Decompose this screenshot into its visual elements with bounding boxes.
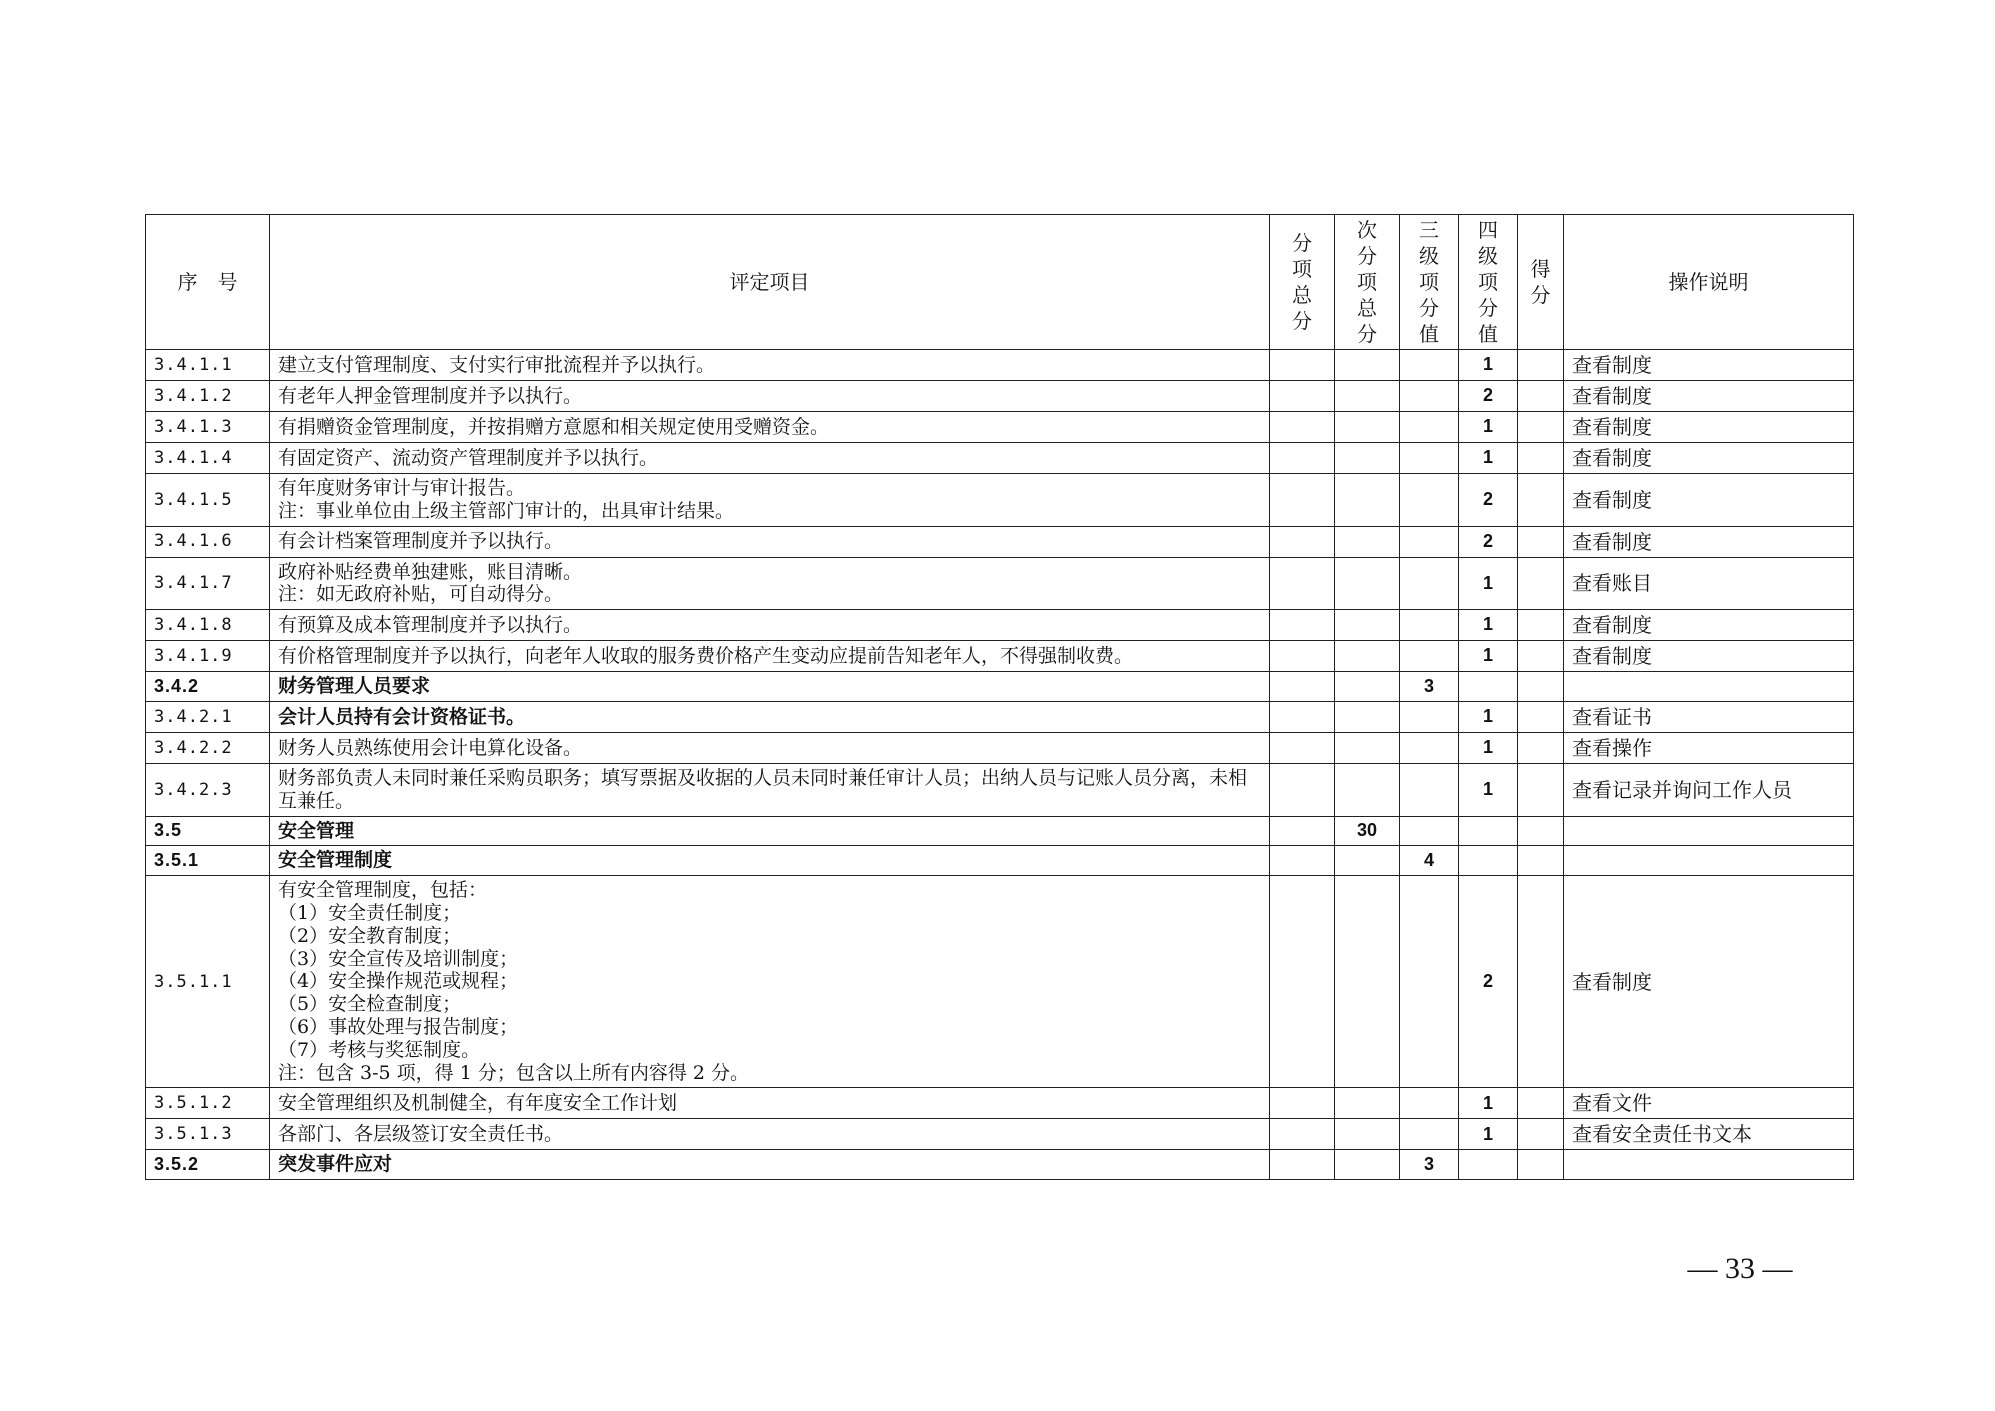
row-item: 安全管理组织及机制健全，有年度安全工作计划 (270, 1088, 1270, 1119)
row-sub-sub-total (1335, 1088, 1400, 1119)
table-row (146, 412, 1854, 443)
row-item: 安全管理 (270, 816, 1270, 846)
row-seq: 3.4.1.7 (146, 557, 270, 610)
row-score (1518, 474, 1564, 527)
row-sub-total (1270, 443, 1335, 474)
table-row (146, 1150, 1854, 1180)
row-item: 有年度财务审计与审计报告。 注：事业单位由上级主管部门审计的，出具审计结果。 (270, 474, 1270, 527)
row-level3 (1400, 1088, 1459, 1119)
row-desc: 查看制度 (1564, 350, 1854, 381)
table-row (146, 1088, 1854, 1119)
row-desc: 查看制度 (1564, 381, 1854, 412)
row-sub-sub-total (1335, 474, 1400, 527)
row-level3: 3 (1400, 672, 1459, 702)
page-number: — 33 — (1687, 1252, 1793, 1285)
row-seq: 3.4.2.2 (146, 732, 270, 763)
row-sub-total (1270, 816, 1335, 846)
row-sub-total (1270, 474, 1335, 527)
row-sub-total (1270, 1088, 1335, 1119)
row-level4: 1 (1459, 443, 1518, 474)
row-score (1518, 641, 1564, 672)
row-sub-sub-total (1335, 610, 1400, 641)
row-level3 (1400, 526, 1459, 557)
row-desc (1564, 672, 1854, 702)
row-desc: 查看证书 (1564, 701, 1854, 732)
row-item: 有会计档案管理制度并予以执行。 (270, 526, 1270, 557)
row-item: 政府补贴经费单独建账，账目清晰。 注：如无政府补贴，可自动得分。 (270, 557, 1270, 610)
row-item: 有预算及成本管理制度并予以执行。 (270, 610, 1270, 641)
row-score (1518, 381, 1564, 412)
row-sub-total (1270, 350, 1335, 381)
row-sub-total (1270, 672, 1335, 702)
row-level4 (1459, 816, 1518, 846)
row-score (1518, 350, 1564, 381)
row-level3 (1400, 443, 1459, 474)
row-desc: 查看记录并询问工作人员 (1564, 763, 1854, 816)
row-score (1518, 1119, 1564, 1150)
row-level3 (1400, 732, 1459, 763)
table-row (146, 526, 1854, 557)
row-level4: 2 (1459, 381, 1518, 412)
table-row (146, 846, 1854, 876)
row-level3: 3 (1400, 1150, 1459, 1180)
row-score (1518, 412, 1564, 443)
row-sub-total (1270, 610, 1335, 641)
row-seq: 3.5 (146, 816, 270, 846)
row-level3 (1400, 641, 1459, 672)
row-score (1518, 876, 1564, 1088)
row-sub-sub-total (1335, 701, 1400, 732)
row-score (1518, 732, 1564, 763)
row-item: 有安全管理制度，包括： （1）安全责任制度； （2）安全教育制度； （3）安全宣传及培训制度； （4）安全操作规范或规程； （5）安全检查制度； （6）事故处理与报告制度； （7）考核与奖惩制度。 注：包含 3-5 项，得 1 分；包含以上所有内容得 2 分。 (270, 876, 1270, 1088)
row-level3 (1400, 816, 1459, 846)
row-sub-total (1270, 701, 1335, 732)
table-row (146, 443, 1854, 474)
row-level3: 4 (1400, 846, 1459, 876)
row-desc: 查看制度 (1564, 412, 1854, 443)
row-level3 (1400, 474, 1459, 527)
table-row (146, 474, 1854, 527)
row-item: 财务部负责人未同时兼任采购员职务；填写票据及收据的人员未同时兼任审计人员；出纳人员与记账人员分离，未相互兼任。 (270, 763, 1270, 816)
row-sub-total (1270, 1150, 1335, 1180)
row-item: 安全管理制度 (270, 846, 1270, 876)
table-row (146, 381, 1854, 412)
row-seq: 3.4.1.5 (146, 474, 270, 527)
row-level4: 1 (1459, 350, 1518, 381)
row-level4: 2 (1459, 876, 1518, 1088)
table-body (146, 350, 1854, 1180)
row-level4: 1 (1459, 557, 1518, 610)
row-seq: 3.5.1.2 (146, 1088, 270, 1119)
row-sub-sub-total (1335, 412, 1400, 443)
row-score (1518, 557, 1564, 610)
row-seq: 3.4.1.1 (146, 350, 270, 381)
row-sub-total (1270, 412, 1335, 443)
row-level3 (1400, 557, 1459, 610)
row-sub-sub-total (1335, 443, 1400, 474)
row-sub-total (1270, 641, 1335, 672)
row-seq: 3.4.2.3 (146, 763, 270, 816)
table-row (146, 763, 1854, 816)
row-sub-total (1270, 526, 1335, 557)
row-level4: 1 (1459, 763, 1518, 816)
row-seq: 3.4.1.3 (146, 412, 270, 443)
row-item: 有捐赠资金管理制度，并按捐赠方意愿和相关规定使用受赠资金。 (270, 412, 1270, 443)
row-level4 (1459, 1150, 1518, 1180)
row-score (1518, 610, 1564, 641)
row-level4: 2 (1459, 474, 1518, 527)
table-row (146, 1119, 1854, 1150)
row-sub-total (1270, 763, 1335, 816)
row-sub-sub-total (1335, 350, 1400, 381)
row-level4: 1 (1459, 732, 1518, 763)
row-desc: 查看制度 (1564, 443, 1854, 474)
table-row (146, 641, 1854, 672)
row-desc: 查看制度 (1564, 526, 1854, 557)
evaluation-table (145, 214, 1854, 1180)
row-level3 (1400, 412, 1459, 443)
table-row (146, 350, 1854, 381)
table-row (146, 610, 1854, 641)
row-level3 (1400, 876, 1459, 1088)
row-score (1518, 1088, 1564, 1119)
table-row (146, 672, 1854, 702)
row-desc: 查看制度 (1564, 474, 1854, 527)
header-sub-sub-total: 次分项总分 (1335, 215, 1400, 350)
row-seq: 3.4.1.8 (146, 610, 270, 641)
row-desc (1564, 816, 1854, 846)
row-item: 财务人员熟练使用会计电算化设备。 (270, 732, 1270, 763)
row-desc: 查看制度 (1564, 876, 1854, 1088)
row-score (1518, 816, 1564, 846)
row-seq: 3.4.1.4 (146, 443, 270, 474)
row-desc (1564, 846, 1854, 876)
row-sub-total (1270, 846, 1335, 876)
row-desc: 查看安全责任书文本 (1564, 1119, 1854, 1150)
table-row (146, 732, 1854, 763)
row-desc: 查看制度 (1564, 610, 1854, 641)
row-item: 各部门、各层级签订安全责任书。 (270, 1119, 1270, 1150)
row-sub-total (1270, 732, 1335, 763)
row-sub-sub-total (1335, 526, 1400, 557)
row-sub-total (1270, 381, 1335, 412)
row-sub-sub-total (1335, 672, 1400, 702)
row-level3 (1400, 701, 1459, 732)
header-item: 评定项目 (270, 215, 1270, 350)
row-seq: 3.5.1.3 (146, 1119, 270, 1150)
row-sub-total (1270, 1119, 1335, 1150)
header-level4: 四级项分值 (1459, 215, 1518, 350)
row-level4 (1459, 846, 1518, 876)
row-seq: 3.4.1.9 (146, 641, 270, 672)
row-seq: 3.4.1.2 (146, 381, 270, 412)
row-sub-sub-total (1335, 1150, 1400, 1180)
table-row (146, 816, 1854, 846)
row-sub-total (1270, 557, 1335, 610)
row-sub-sub-total (1335, 846, 1400, 876)
row-level4: 1 (1459, 1088, 1518, 1119)
row-sub-sub-total (1335, 732, 1400, 763)
row-seq: 3.5.1.1 (146, 876, 270, 1088)
table-row (146, 557, 1854, 610)
row-seq: 3.5.2 (146, 1150, 270, 1180)
row-desc: 查看账目 (1564, 557, 1854, 610)
row-level3 (1400, 763, 1459, 816)
row-desc: 查看制度 (1564, 641, 1854, 672)
row-score (1518, 526, 1564, 557)
table-header-row (146, 215, 1854, 350)
row-level3 (1400, 350, 1459, 381)
row-item: 有老年人押金管理制度并予以执行。 (270, 381, 1270, 412)
row-score (1518, 443, 1564, 474)
row-level4: 1 (1459, 701, 1518, 732)
row-level3 (1400, 381, 1459, 412)
row-sub-total (1270, 876, 1335, 1088)
row-level4: 1 (1459, 412, 1518, 443)
header-sub-total: 分项总分 (1270, 215, 1335, 350)
header-seq: 序 号 (146, 215, 270, 350)
row-item: 建立支付管理制度、支付实行审批流程并予以执行。 (270, 350, 1270, 381)
row-item: 财务管理人员要求 (270, 672, 1270, 702)
row-item: 会计人员持有会计资格证书。 (270, 701, 1270, 732)
row-level4: 1 (1459, 1119, 1518, 1150)
row-level3 (1400, 1119, 1459, 1150)
row-level4: 1 (1459, 610, 1518, 641)
row-item: 有固定资产、流动资产管理制度并予以执行。 (270, 443, 1270, 474)
row-level3 (1400, 610, 1459, 641)
row-sub-sub-total (1335, 763, 1400, 816)
row-score (1518, 672, 1564, 702)
row-sub-sub-total (1335, 1119, 1400, 1150)
row-sub-sub-total (1335, 557, 1400, 610)
row-score (1518, 846, 1564, 876)
row-score (1518, 1150, 1564, 1180)
row-item: 突发事件应对 (270, 1150, 1270, 1180)
row-level4: 1 (1459, 641, 1518, 672)
row-seq: 3.4.2 (146, 672, 270, 702)
row-item: 有价格管理制度并予以执行，向老年人收取的服务费价格产生变动应提前告知老年人，不得强制收费。 (270, 641, 1270, 672)
row-sub-sub-total: 30 (1335, 816, 1400, 846)
row-seq: 3.5.1 (146, 846, 270, 876)
table-row (146, 876, 1854, 1088)
header-score: 得分 (1518, 215, 1564, 350)
row-sub-sub-total (1335, 641, 1400, 672)
row-sub-sub-total (1335, 381, 1400, 412)
row-score (1518, 701, 1564, 732)
row-desc: 查看操作 (1564, 732, 1854, 763)
header-desc: 操作说明 (1564, 215, 1854, 350)
row-seq: 3.4.2.1 (146, 701, 270, 732)
row-level4 (1459, 672, 1518, 702)
row-level4: 2 (1459, 526, 1518, 557)
table-row (146, 701, 1854, 732)
row-sub-sub-total (1335, 876, 1400, 1088)
header-level3: 三级项分值 (1400, 215, 1459, 350)
row-desc (1564, 1150, 1854, 1180)
row-seq: 3.4.1.6 (146, 526, 270, 557)
row-score (1518, 763, 1564, 816)
row-desc: 查看文件 (1564, 1088, 1854, 1119)
